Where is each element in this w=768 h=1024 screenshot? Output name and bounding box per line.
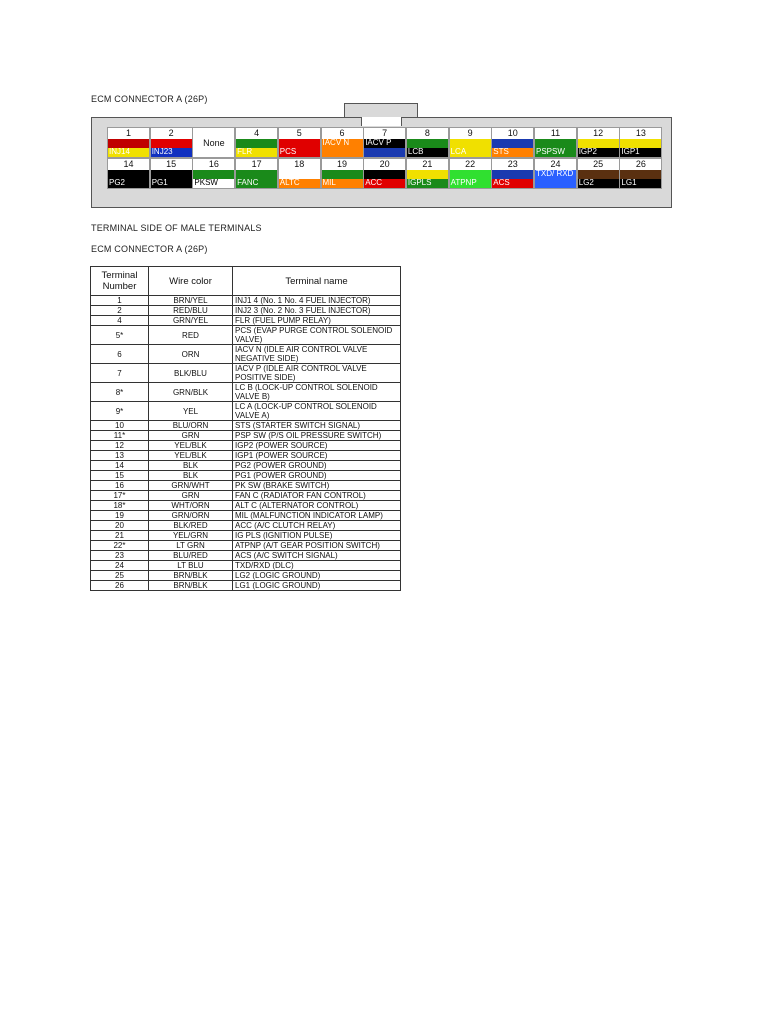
terminal-number-cell: 17* bbox=[91, 491, 149, 501]
connector-terminal bbox=[534, 158, 577, 189]
table-row bbox=[91, 461, 401, 471]
terminal-number: 9 bbox=[450, 128, 491, 139]
table-title: ECM CONNECTOR A (26P) bbox=[91, 244, 208, 254]
terminal-number: 22 bbox=[450, 159, 491, 170]
terminal-table bbox=[90, 266, 401, 591]
terminal-name-cell: PCS (EVAP PURGE CONTROL SOLENOID VALVE) bbox=[233, 326, 401, 345]
terminal-number: 11 bbox=[535, 128, 576, 139]
wire-color-cell: BLK bbox=[149, 461, 233, 471]
terminal-name-cell: PK SW (BRAKE SWITCH) bbox=[233, 481, 401, 491]
terminal-name-cell: LC A (LOCK-UP CONTROL SOLENOID VALVE A) bbox=[233, 402, 401, 421]
wire-color-cell: LT GRN bbox=[149, 541, 233, 551]
wire-stripe-band bbox=[535, 179, 576, 189]
terminal-signal-label: LG1 bbox=[621, 178, 637, 187]
terminal-number-cell: 12 bbox=[91, 441, 149, 451]
connector-terminal bbox=[619, 158, 662, 189]
wire-stripe-band bbox=[364, 148, 405, 158]
terminal-name-cell: INJ1 4 (No. 1 No. 4 FUEL INJECTOR) bbox=[233, 296, 401, 306]
table-row bbox=[91, 571, 401, 581]
terminal-name-cell: ACS (A/C SWITCH SIGNAL) bbox=[233, 551, 401, 561]
wire-color-cell: LT BLU bbox=[149, 561, 233, 571]
table-row bbox=[91, 383, 401, 402]
terminal-name-cell: MIL (MALFUNCTION INDICATOR LAMP) bbox=[233, 511, 401, 521]
terminal-number: 24 bbox=[535, 159, 576, 170]
terminal-number-cell: 16 bbox=[91, 481, 149, 491]
connector-terminal bbox=[534, 127, 577, 158]
terminal-number: 4 bbox=[236, 128, 277, 139]
table-header-row bbox=[91, 267, 401, 296]
connector-terminal bbox=[363, 158, 406, 189]
terminal-number-cell: 18* bbox=[91, 501, 149, 511]
connector-terminal bbox=[449, 158, 492, 189]
terminal-number: 13 bbox=[620, 128, 661, 139]
wire-color-cell: RED/BLU bbox=[149, 306, 233, 316]
wire-color-cell: BRN/YEL bbox=[149, 296, 233, 306]
wire-color-cell: GRN/ORN bbox=[149, 511, 233, 521]
terminal-number: 1 bbox=[108, 128, 149, 139]
connector-terminal bbox=[491, 127, 534, 158]
terminal-name-cell: FAN C (RADIATOR FAN CONTROL) bbox=[233, 491, 401, 501]
terminal-signal-label: IACV P bbox=[365, 138, 392, 147]
terminal-name-cell: PG2 (POWER GROUND) bbox=[233, 461, 401, 471]
terminal-number-cell: 11* bbox=[91, 431, 149, 441]
terminal-signal-label: LCA bbox=[450, 147, 467, 156]
connector-terminal bbox=[406, 158, 449, 189]
terminal-name-cell: INJ2 3 (No. 2 No. 3 FUEL INJECTOR) bbox=[233, 306, 401, 316]
terminal-number-cell: 23 bbox=[91, 551, 149, 561]
wire-color-cell: BRN/BLK bbox=[149, 571, 233, 581]
terminal-name-cell: IG PLS (IGNITION PULSE) bbox=[233, 531, 401, 541]
terminal-number: 21 bbox=[407, 159, 448, 170]
connector-terminal bbox=[321, 127, 364, 158]
terminal-signal-label: TXD/ RXD bbox=[536, 169, 574, 178]
terminal-number-cell: 13 bbox=[91, 451, 149, 461]
connector-terminal bbox=[192, 158, 235, 189]
connector-lock-slot bbox=[361, 117, 402, 126]
wire-color-cell: ORN bbox=[149, 345, 233, 364]
connector-terminal bbox=[150, 127, 193, 158]
connector-title: ECM CONNECTOR A (26P) bbox=[91, 94, 208, 104]
table-row bbox=[91, 491, 401, 501]
terminal-number: 14 bbox=[108, 159, 149, 170]
terminal-number: 7 bbox=[364, 128, 405, 139]
terminal-number-cell: 10 bbox=[91, 421, 149, 431]
wire-color-cell: WHT/ORN bbox=[149, 501, 233, 511]
terminal-number: 23 bbox=[492, 159, 533, 170]
wire-color-cell: RED bbox=[149, 326, 233, 345]
terminal-number-cell: 7 bbox=[91, 364, 149, 383]
terminal-signal-label: PG2 bbox=[109, 178, 126, 187]
terminal-number-cell: 15 bbox=[91, 471, 149, 481]
wire-color-cell: GRN/WHT bbox=[149, 481, 233, 491]
terminal-number-cell: 19 bbox=[91, 511, 149, 521]
terminal-signal-label: IGP1 bbox=[621, 147, 640, 156]
terminal-number: 6 bbox=[322, 128, 363, 139]
terminal-signal-label: ACC bbox=[365, 178, 383, 187]
terminal-number-cell: 24 bbox=[91, 561, 149, 571]
connector-terminal bbox=[278, 158, 321, 189]
terminal-number: 17 bbox=[236, 159, 277, 170]
terminal-name-cell: IGP2 (POWER SOURCE) bbox=[233, 441, 401, 451]
wire-color-cell: YEL/GRN bbox=[149, 531, 233, 541]
table-row bbox=[91, 316, 401, 326]
connector-terminal bbox=[449, 127, 492, 158]
header-terminal-number: Terminal Number bbox=[91, 267, 149, 296]
connector-terminal bbox=[619, 127, 662, 158]
terminal-name-cell: LC B (LOCK-UP CONTROL SOLENOID VALVE B) bbox=[233, 383, 401, 402]
terminal-number-cell: 22* bbox=[91, 541, 149, 551]
table-row bbox=[91, 511, 401, 521]
terminal-name-cell: LG2 (LOGIC GROUND) bbox=[233, 571, 401, 581]
terminal-name-cell: STS (STARTER SWITCH SIGNAL) bbox=[233, 421, 401, 431]
table-row bbox=[91, 345, 401, 364]
terminal-number: 12 bbox=[578, 128, 619, 139]
terminal-signal-label: PSPSW bbox=[536, 147, 565, 156]
connector-terminal bbox=[406, 127, 449, 158]
connector-diagram bbox=[91, 117, 672, 208]
terminal-name-cell: PSP SW (P/S OIL PRESSURE SWITCH) bbox=[233, 431, 401, 441]
terminal-number-cell: 2 bbox=[91, 306, 149, 316]
terminal-signal-label: IGPLS bbox=[407, 178, 432, 187]
table-row bbox=[91, 531, 401, 541]
wire-color-cell: YEL bbox=[149, 402, 233, 421]
terminal-number: 19 bbox=[322, 159, 363, 170]
terminal-signal-label: PKSW bbox=[194, 178, 218, 187]
table-row bbox=[91, 501, 401, 511]
connector-terminal bbox=[235, 127, 278, 158]
table-row bbox=[91, 471, 401, 481]
header-wire-color: Wire color bbox=[149, 267, 233, 296]
connector-terminal bbox=[577, 127, 620, 158]
terminal-name-cell: ACC (A/C CLUTCH RELAY) bbox=[233, 521, 401, 531]
table-row bbox=[91, 402, 401, 421]
terminal-signal-label: IGP2 bbox=[578, 147, 597, 156]
connector-terminal bbox=[577, 158, 620, 189]
wire-color-cell: BLU/ORN bbox=[149, 421, 233, 431]
terminal-signal-label: MIL bbox=[322, 178, 336, 187]
terminal-signal-label: LCB bbox=[407, 147, 424, 156]
terminal-name-cell: FLR (FUEL PUMP RELAY) bbox=[233, 316, 401, 326]
terminal-signal-label: STS bbox=[493, 147, 509, 156]
terminal-number-cell: 25 bbox=[91, 571, 149, 581]
terminal-signal-label: INJ23 bbox=[151, 147, 173, 156]
terminal-signal-label: PG1 bbox=[151, 178, 168, 187]
terminal-number-cell: 21 bbox=[91, 531, 149, 541]
table-row bbox=[91, 441, 401, 451]
terminal-number-cell: 1 bbox=[91, 296, 149, 306]
terminal-number-cell: 20 bbox=[91, 521, 149, 531]
terminal-name-cell: TXD/RXD (DLC) bbox=[233, 561, 401, 571]
terminal-number-cell: 5* bbox=[91, 326, 149, 345]
terminal-number: 2 bbox=[151, 128, 192, 139]
connector-terminal bbox=[107, 127, 150, 158]
table-row bbox=[91, 431, 401, 441]
table-row bbox=[91, 364, 401, 383]
terminal-name-cell: ATPNP (A/T GEAR POSITION SWITCH) bbox=[233, 541, 401, 551]
terminal-number: 25 bbox=[578, 159, 619, 170]
terminal-name-cell: PG1 (POWER GROUND) bbox=[233, 471, 401, 481]
connector-lock-tab bbox=[344, 103, 418, 118]
terminal-signal-label: PCS bbox=[279, 147, 297, 156]
header-terminal-name: Terminal name bbox=[233, 267, 401, 296]
connector-terminal bbox=[363, 127, 406, 158]
wire-color-cell: BLK bbox=[149, 471, 233, 481]
table-row bbox=[91, 326, 401, 345]
terminal-number-cell: 9* bbox=[91, 402, 149, 421]
wire-color-cell: BRN/BLK bbox=[149, 581, 233, 591]
terminal-signal-label: IACV N bbox=[322, 138, 350, 147]
table-row bbox=[91, 521, 401, 531]
wire-color-cell: GRN/BLK bbox=[149, 383, 233, 402]
table-row bbox=[91, 541, 401, 551]
terminal-number: 16 bbox=[193, 159, 234, 170]
terminal-number-cell: 26 bbox=[91, 581, 149, 591]
table-row bbox=[91, 296, 401, 306]
connector-terminal bbox=[278, 127, 321, 158]
terminal-none-label: None bbox=[203, 138, 225, 148]
terminal-number: 10 bbox=[492, 128, 533, 139]
terminal-signal-label: FLR bbox=[237, 147, 253, 156]
wire-color-cell: BLK/BLU bbox=[149, 364, 233, 383]
terminal-signal-label: INJ14 bbox=[109, 147, 130, 156]
terminal-number-cell: 8* bbox=[91, 383, 149, 402]
table-row bbox=[91, 551, 401, 561]
terminal-number-cell: 4 bbox=[91, 316, 149, 326]
terminal-signal-label: FANC bbox=[237, 178, 259, 187]
wire-color-cell: YEL/BLK bbox=[149, 451, 233, 461]
terminal-name-cell: IACV N (IDLE AIR CONTROL VALVE NEGATIVE SIDE) bbox=[233, 345, 401, 364]
terminal-side-label: TERMINAL SIDE OF MALE TERMINALS bbox=[91, 223, 262, 233]
wire-color-cell: YEL/BLK bbox=[149, 441, 233, 451]
connector-terminal bbox=[491, 158, 534, 189]
table-row bbox=[91, 561, 401, 571]
terminal-name-cell: IGP1 (POWER SOURCE) bbox=[233, 451, 401, 461]
terminal-number-cell: 6 bbox=[91, 345, 149, 364]
terminal-number: 20 bbox=[364, 159, 405, 170]
table-row bbox=[91, 306, 401, 316]
terminal-name-cell: ALT C (ALTERNATOR CONTROL) bbox=[233, 501, 401, 511]
terminal-number: 5 bbox=[279, 128, 320, 139]
connector-terminal bbox=[107, 158, 150, 189]
table-row bbox=[91, 481, 401, 491]
table-row bbox=[91, 581, 401, 591]
terminal-number-cell: 14 bbox=[91, 461, 149, 471]
wire-color-cell: GRN bbox=[149, 491, 233, 501]
wire-color-cell: GRN/YEL bbox=[149, 316, 233, 326]
table-row bbox=[91, 421, 401, 431]
wire-color-cell: BLK/RED bbox=[149, 521, 233, 531]
table-row bbox=[91, 451, 401, 461]
terminal-signal-label: ALTC bbox=[279, 178, 300, 187]
wire-stripe-band bbox=[322, 148, 363, 158]
connector-terminal bbox=[192, 127, 235, 158]
connector-terminal bbox=[321, 158, 364, 189]
terminal-number: 15 bbox=[151, 159, 192, 170]
terminal-signal-label: LG2 bbox=[578, 178, 594, 187]
terminal-signal-label: ACS bbox=[493, 178, 510, 187]
wire-color-cell: GRN bbox=[149, 431, 233, 441]
connector-terminal bbox=[150, 158, 193, 189]
terminal-number: 18 bbox=[279, 159, 320, 170]
terminal-number: 8 bbox=[407, 128, 448, 139]
terminal-number: 26 bbox=[620, 159, 661, 170]
terminal-name-cell: LG1 (LOGIC GROUND) bbox=[233, 581, 401, 591]
terminal-signal-label: ATPNP bbox=[450, 178, 477, 187]
connector-terminal bbox=[235, 158, 278, 189]
wire-color-cell: BLU/RED bbox=[149, 551, 233, 561]
terminal-name-cell: IACV P (IDLE AIR CONTROL VALVE POSITIVE SIDE) bbox=[233, 364, 401, 383]
